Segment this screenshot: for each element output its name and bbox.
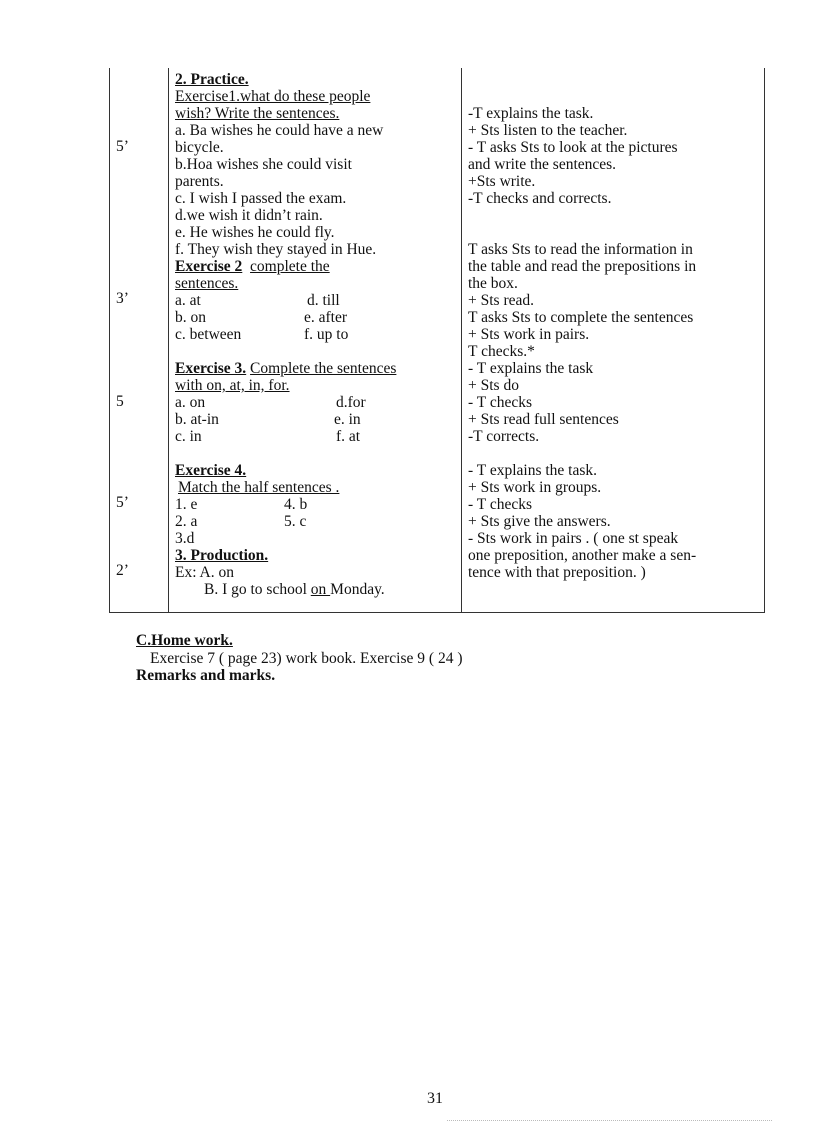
activity-line: one preposition, another make a sen- xyxy=(468,547,697,564)
activity-line: - T asks Sts to look at the pictures xyxy=(468,139,678,156)
activity-line: - Sts work in pairs . ( one st speak xyxy=(468,530,679,547)
exercise-3-instruction: Complete the sentences xyxy=(250,360,397,377)
activity-line: T checks.* xyxy=(468,343,535,360)
homework-heading: C.Home work. xyxy=(136,632,233,649)
exercise-1-title: Exercise1.what do these people xyxy=(175,88,371,105)
page-number: 31 xyxy=(427,1090,443,1107)
exercise-3-instruction: with on, at, in, for. xyxy=(175,377,290,394)
example-line xyxy=(204,581,385,598)
footer-dotted-line xyxy=(447,1120,772,1121)
activity-line: + Sts do xyxy=(468,377,519,394)
column-divider xyxy=(461,68,462,612)
activity-line: the box. xyxy=(468,275,518,292)
answer-cell: f. at xyxy=(336,428,361,445)
example-line: Ex: A. on xyxy=(175,564,234,581)
activity-line: -T explains the task. xyxy=(468,105,594,122)
activity-line: + Sts give the answers. xyxy=(468,513,611,530)
answer-cell: c. between xyxy=(175,326,242,343)
activity-line: - T checks xyxy=(468,394,532,411)
production-heading: 3. Production. xyxy=(175,547,269,564)
activity-line: - T explains the task xyxy=(468,360,594,377)
answer-cell: d. till xyxy=(307,292,340,309)
answer-cell: c. in xyxy=(175,428,202,445)
answer-cell: b. on xyxy=(175,309,206,326)
time-cell: 5’ xyxy=(116,138,129,155)
exercise-3-title xyxy=(175,360,396,377)
answer-cell: f. up to xyxy=(304,326,349,343)
practice-heading: 2. Practice. xyxy=(175,71,249,88)
activity-line: +Sts write. xyxy=(468,173,536,190)
remarks-heading: Remarks and marks. xyxy=(136,667,276,684)
example-text: Monday. xyxy=(330,581,385,598)
time-cell: 2’ xyxy=(116,562,129,579)
activity-line: + Sts read. xyxy=(468,292,534,309)
time-cell: 5 xyxy=(116,393,124,410)
exercise-4-instruction: Match the half sentences . xyxy=(178,479,340,496)
activity-line: tence with that preposition. ) xyxy=(468,564,646,581)
exercise-3-label: Exercise 3. xyxy=(175,360,247,377)
example-preposition: on xyxy=(310,581,331,598)
exercise-1-title: wish? Write the sentences. xyxy=(175,105,340,122)
exercise-2-label: Exercise 2 xyxy=(175,258,243,275)
answer-cell: 2. a xyxy=(175,513,198,530)
activity-line: -T corrects. xyxy=(468,428,540,445)
answer-cell: a. at xyxy=(175,292,201,309)
exercise-2-title xyxy=(175,258,330,275)
answer-cell: e. after xyxy=(304,309,348,326)
answer-cell: 1. e xyxy=(175,496,198,513)
homework-line: Exercise 7 ( page 23) work book. Exercise 9 ( 24 ) xyxy=(150,650,463,667)
answer-line: bicycle. xyxy=(175,139,224,156)
exercise-2-instruction: complete the xyxy=(250,258,330,275)
example-text: B. I go to school xyxy=(204,581,311,598)
answer-line: e. He wishes he could fly. xyxy=(175,224,335,241)
answer-cell: e. in xyxy=(334,411,361,428)
answer-line: b.Hoa wishes she could visit xyxy=(175,156,352,173)
answer-line: f. They wish they stayed in Hue. xyxy=(175,241,377,258)
answer-cell: 3.d xyxy=(175,530,195,547)
answer-cell: b. at-in xyxy=(175,411,219,428)
column-divider xyxy=(168,68,169,612)
time-cell: 5’ xyxy=(116,494,129,511)
activity-line: -T checks and corrects. xyxy=(468,190,612,207)
time-cell: 3’ xyxy=(116,290,129,307)
activity-line: T asks Sts to complete the sentences xyxy=(468,309,694,326)
answer-line: d.we wish it didn’t rain. xyxy=(175,207,323,224)
answer-cell: 5. c xyxy=(284,513,307,530)
answer-cell: d.for xyxy=(336,394,366,411)
activity-line: the table and read the prepositions in xyxy=(468,258,697,275)
activity-line: + Sts listen to the teacher. xyxy=(468,122,628,139)
activity-line: - T checks xyxy=(468,496,532,513)
activity-line: + Sts work in pairs. xyxy=(468,326,590,343)
activity-line: + Sts work in groups. xyxy=(468,479,602,496)
lesson-table xyxy=(109,68,765,613)
activity-line: - T explains the task. xyxy=(468,462,598,479)
answer-line: parents. xyxy=(175,173,224,190)
answer-cell: a. on xyxy=(175,394,206,411)
activity-line: and write the sentences. xyxy=(468,156,617,173)
activity-line: + Sts read full sentences xyxy=(468,411,619,428)
activity-line: T asks Sts to read the information in xyxy=(468,241,693,258)
answer-line: a. Ba wishes he could have a new xyxy=(175,122,384,139)
exercise-2-instruction: sentences. xyxy=(175,275,239,292)
answer-line: c. I wish I passed the exam. xyxy=(175,190,347,207)
answer-cell: 4. b xyxy=(284,496,308,513)
exercise-4-label: Exercise 4. xyxy=(175,462,247,479)
